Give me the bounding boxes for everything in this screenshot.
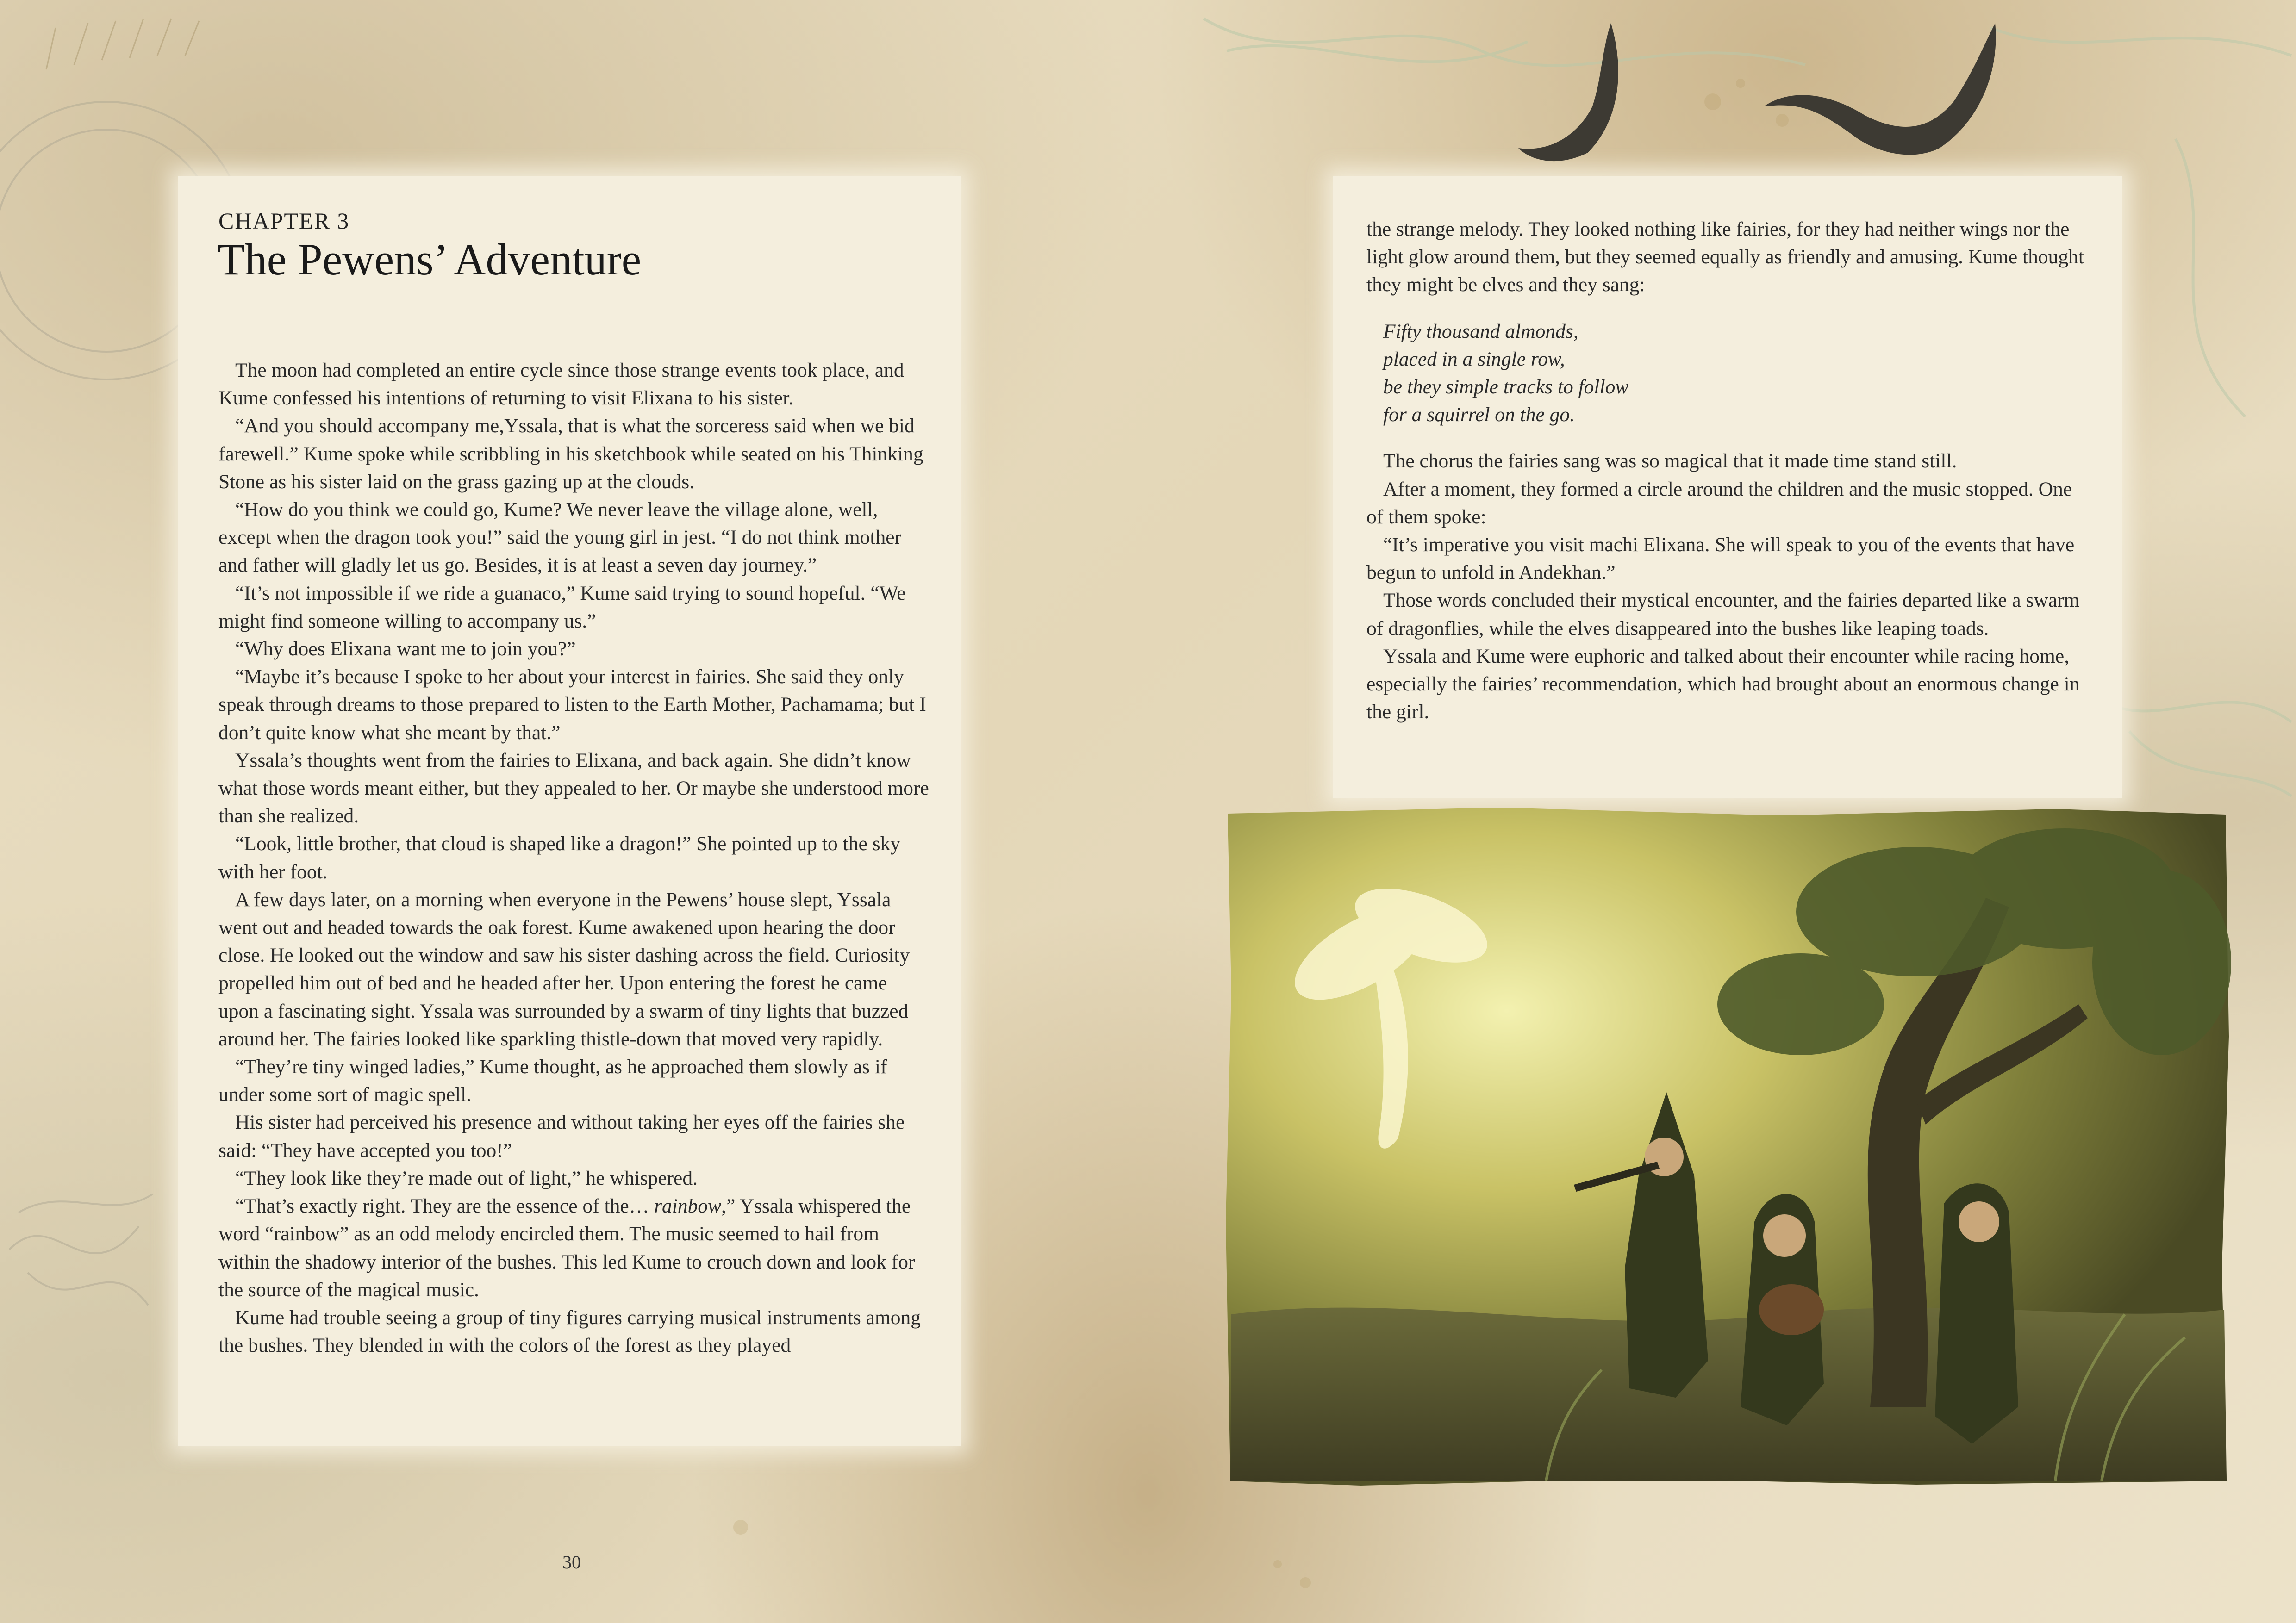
chapter-label: CHAPTER 3 <box>218 208 350 234</box>
left-page-text <box>218 356 931 1359</box>
continued-paragraph: the strange melody. They looked nothing like fairies, for they had neither wings nor the light glow around them, but they seemed equally as friendly and amusing. Kume thought they might be elves and they sang: <box>1366 218 2084 296</box>
italic-word: rainbow <box>654 1195 722 1218</box>
lute <box>1759 1284 1824 1335</box>
boomerang-right <box>1764 23 1996 155</box>
paragraph: Those words concluded their mystical encounter, and the fairies departed like a swarm of dragonflies, while the elves disappeared into the bushes like leaping toads. <box>1366 589 2080 640</box>
paragraph-rainbow <box>218 1192 931 1304</box>
paragraph: A few days later, on a morning when everyone in the Pewens’ house slept, Yssala went out and headed towards the oak forest. Kume awakened upon hearing the door close. He looked out the window and saw his sister dashing across the field. Curiosity propelled him out of bed and he headed after her. Upon entering the forest he came upon a fascinating sight. Yssala was surrounded by a swarm of tiny lights that buzzed around her. The fairies looked like sparkling thistle-down that moved very rapidly. <box>218 888 910 1050</box>
poem-line: for a squirrel on the go. <box>1383 404 1575 426</box>
boomerang-ornaments <box>1514 14 2023 171</box>
chapter-title: The Pewens’ Adventure <box>218 235 642 284</box>
paragraph: The moon had completed an entire cycle since those strange events took place, and Kume confessed his intentions of returning to visit Elixana to his sister. <box>218 359 904 410</box>
paragraph: “Why does Elixana want me to join you?” <box>235 638 576 660</box>
poem-line: Fifty thousand almonds, <box>1383 320 1578 342</box>
paragraph: “Maybe it’s because I spoke to her about your interest in fairies. She said they only speak through dreams to those prepared to listen to the Earth Mother, Pachamama; but I don’t quite know what she meant by that.” <box>218 665 926 744</box>
paragraph: Kume had trouble seeing a group of tiny figures carrying musical instruments among the bushes. They blended in with the colors of the forest as they played <box>218 1306 921 1357</box>
poem <box>1383 317 2086 429</box>
paragraph: “It’s not impossible if we ride a guanaco,” Kume said trying to sound hopeful. “We might find someone willing to accompany us.” <box>218 582 906 632</box>
paragraph: “And you should accompany me,Yssala, that is what the sorceress said when we bid farewell.” Kume spoke while scribbling in his sketchbook while seated on his Thinking Stone as his sister laid on the grass gazing up at the clouds. <box>218 415 923 493</box>
paragraph: His sister had perceived his presence and without taking her eyes off the fairies she said: “They have accepted you too!” <box>218 1111 905 1162</box>
boomerang-left <box>1518 23 1618 161</box>
paragraph: “It’s imperative you visit machi Elixana. She will speak to you of the events that have begun to unfold in Andekhan.” <box>1366 534 2075 584</box>
right-page-text <box>1366 215 2086 726</box>
poem-line: be they simple tracks to follow <box>1383 376 1629 398</box>
paragraph: “Look, little brother, that cloud is shaped like a dragon!” She pointed up to the sky with her foot. <box>218 833 901 883</box>
paragraph: “How do you think we could go, Kume? We never leave the village alone, well, except when the dragon took you!” said the young girl in jest. “I do not think mother and father will gladly let us go. Besides, it is at least a seven day journey.” <box>218 498 902 577</box>
paragraph: After a moment, they formed a circle around the children and the music stopped. One of them spoke: <box>1366 478 2072 528</box>
paragraph-segment: “That’s exactly right. They are the essence of the… <box>235 1195 655 1218</box>
paragraph-segment: ,” Yssala whispered the word “rainbow” as an odd melody encircled them. The music seemed to hail from within the shadowy interior of the bushes. This led Kume to crouch down and look for the source of the magical music. <box>218 1195 915 1301</box>
paragraph: “They’re tiny winged ladies,” Kume thought, as he approached them slowly as if under some sort of magic spell. <box>218 1056 887 1106</box>
page-number: 30 <box>562 1552 581 1573</box>
paragraph: “They look like they’re made out of light,” he whispered. <box>235 1167 698 1189</box>
forest-elves-illustration <box>1222 805 2231 1488</box>
elf-face <box>1959 1201 1999 1242</box>
paragraph: The chorus the fairies sang was so magical that it made time stand still. <box>1383 450 1957 473</box>
poem-line: placed in a single row, <box>1383 348 1565 370</box>
paragraph: Yssala and Kume were euphoric and talked about their encounter while racing home, especially the fairies’ recommendation, which had brought about an enormous change in the girl. <box>1366 645 2080 723</box>
elf-face <box>1763 1214 1806 1257</box>
paragraph: Yssala’s thoughts went from the fairies to Elixana, and back again. She didn’t know what those words meant either, but they appealed to her. Or maybe she understood more than she realized. <box>218 749 929 827</box>
